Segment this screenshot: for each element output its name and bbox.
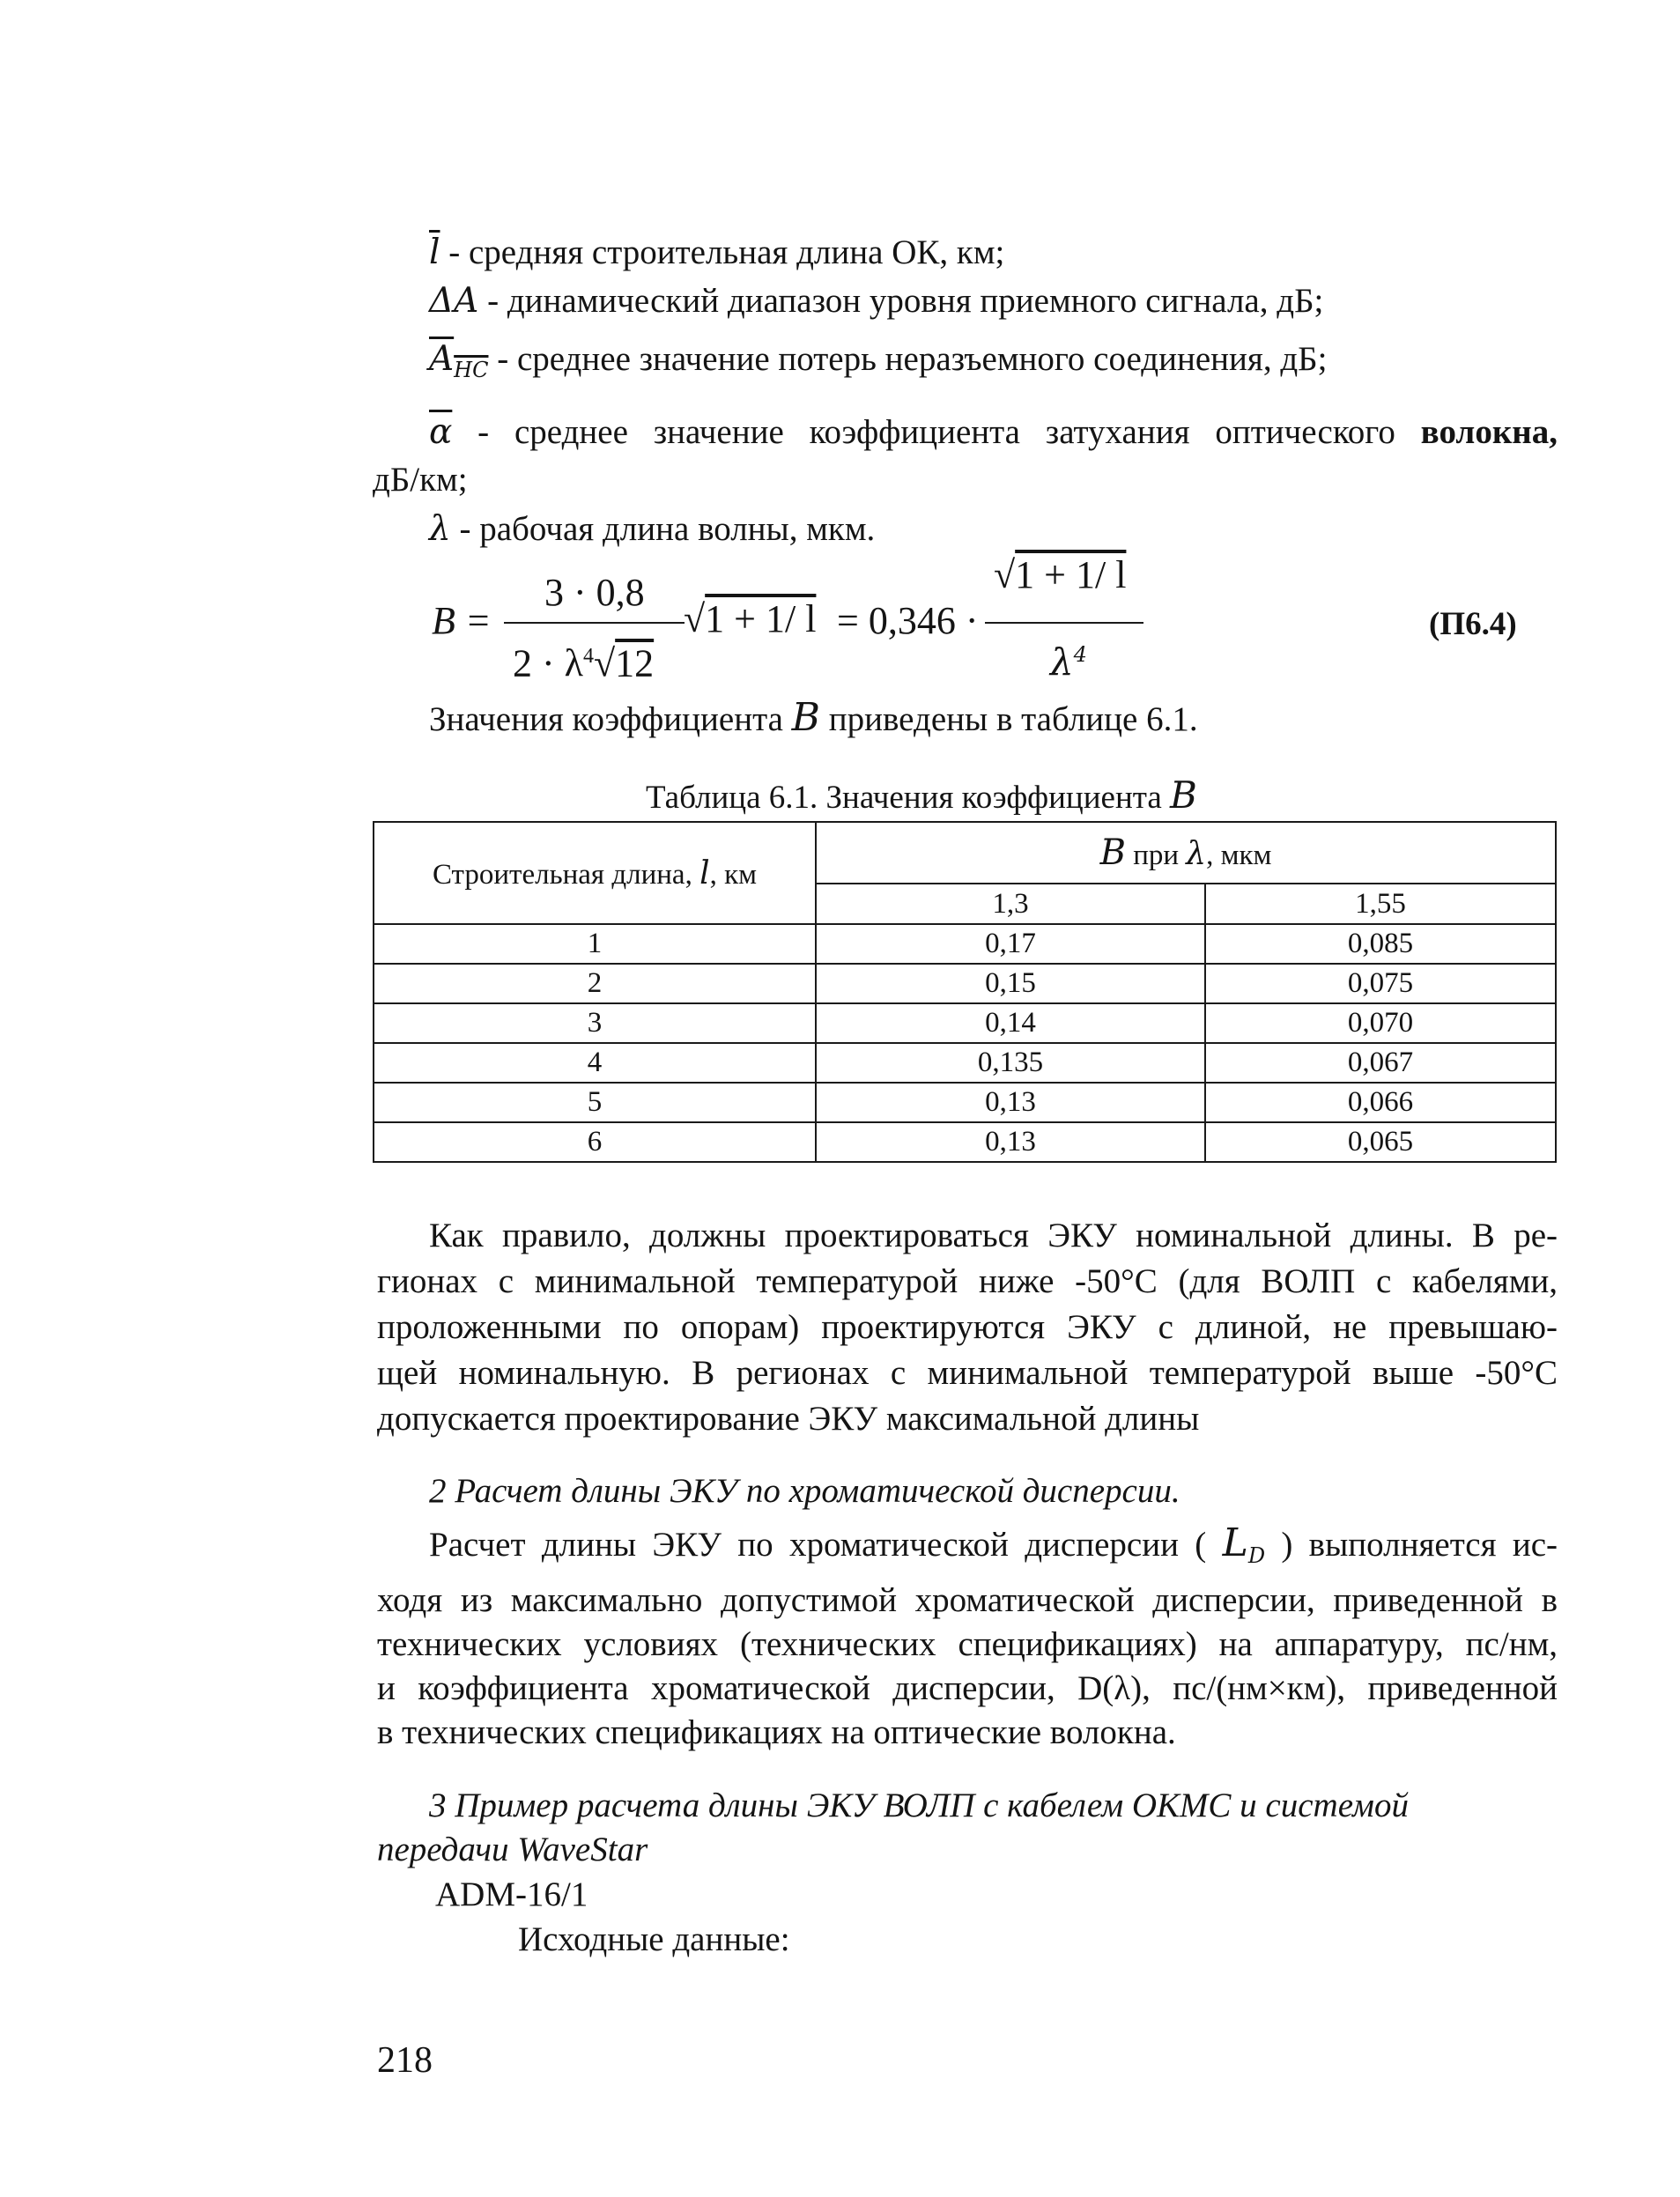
- table-caption: Таблица 6.1. Значения коэффициента B: [646, 773, 1197, 817]
- definition-alpha-line1: $\overline{\alpha}$ - среднее значение коэффициента затухания оптического волокна,: [429, 412, 1558, 452]
- table-subheader-1-55: 1,55: [1205, 884, 1556, 924]
- table-header-b-lambda: B при λ, мкм: [816, 822, 1556, 884]
- formula-equals-coefficient: = 0,346 ·: [837, 599, 979, 642]
- section-2-heading: 2 Расчет длины ЭКУ по хроматической дисперсии.: [429, 1472, 1180, 1510]
- table-intro: Значения коэффициента B приведены в таблице 6.1.: [429, 695, 1198, 740]
- symbol-l-bar: $\overline{l}$: [429, 233, 440, 272]
- paragraph-line: гионах с минимальной температурой ниже -50°С (для ВОЛП с кабелями,: [377, 1262, 1558, 1300]
- formula-middle-root: √1 + 1/ l: [684, 597, 817, 640]
- table-row: [374, 924, 1556, 964]
- table-header-row: [374, 822, 1556, 884]
- symbol-lambda: λ: [429, 509, 451, 549]
- table-cell: 0,066: [1205, 1083, 1556, 1122]
- symbol-a-nc: $A_{HC}$: [429, 339, 489, 382]
- initial-data-label: Исходные данные:: [518, 1920, 790, 1958]
- table-cell: 6: [374, 1122, 816, 1162]
- paragraph-line: щей номинальную. В регионах с минимальной температурой выше -50°С: [377, 1354, 1558, 1392]
- table-cell: 0,13: [816, 1122, 1205, 1162]
- table-cell: 0,15: [816, 964, 1205, 1003]
- formula-label: (П6.4): [1429, 606, 1517, 642]
- sqrt-sign-2: √: [684, 597, 706, 640]
- formula-lhs: B =: [432, 599, 492, 642]
- table-cell: 4: [374, 1043, 816, 1083]
- table-cell: 0,065: [1205, 1122, 1556, 1162]
- definition-anc: [429, 337, 1327, 392]
- paragraph-line: Как правило, должны проектироваться ЭКУ номинальной длины. В ре-: [429, 1217, 1558, 1254]
- paragraph-line: допускается проектирование ЭКУ максимальной длины: [377, 1400, 1200, 1438]
- definition-lambda: [429, 507, 875, 551]
- formula-numerator-1: 3 · 0,8: [544, 571, 645, 614]
- definition-anc-text: - среднее значение потерь неразъемного соединения, дБ;: [488, 340, 1328, 378]
- table-cell: 1: [374, 924, 816, 964]
- table-header-length: Строительная длина, l, км: [374, 822, 816, 924]
- paragraph-line: ходя из максимально допустимой хроматической дисперсии, приведенной в: [377, 1581, 1558, 1619]
- table-cell: 0,14: [816, 1003, 1205, 1043]
- table-row: [374, 1043, 1556, 1083]
- paragraph-line: в технических спецификациях на оптические волокна.: [377, 1713, 1176, 1751]
- table-cell: 0,17: [816, 924, 1205, 964]
- definition-l-text: - средняя строительная длина ОК, км;: [440, 233, 1005, 271]
- table-cell: 2: [374, 964, 816, 1003]
- formula-denominator-2: $\lambda^4$: [1050, 640, 1087, 684]
- table-subheader-1-3: 1,3: [816, 884, 1205, 924]
- table-row: [374, 1003, 1556, 1043]
- paragraph-line: и коэффициента хроматической дисперсии, D(λ), пс/(нм×км), приведенной: [377, 1669, 1558, 1707]
- section-3-heading-line3: ADM-16/1: [435, 1875, 588, 1913]
- table-cell: 0,13: [816, 1083, 1205, 1122]
- symbol-delta-a: ΔA: [429, 281, 479, 321]
- table-cell: 0,067: [1205, 1043, 1556, 1083]
- page-number: 218: [377, 2040, 433, 2081]
- coefficient-table: [373, 821, 1557, 1163]
- table-cell: 3: [374, 1003, 816, 1043]
- table-cell: 0,085: [1205, 924, 1556, 964]
- table-cell: 0,070: [1205, 1003, 1556, 1043]
- definition-alpha-bold: волокна,: [1420, 413, 1558, 451]
- section-3-heading-line1: 3 Пример расчета длины ЭКУ ВОЛП с кабелем ОКМС и системой: [429, 1786, 1409, 1824]
- formula-fraction-bar-2: [985, 622, 1143, 624]
- definition-alpha-line2: дБ/км;: [373, 461, 468, 499]
- paragraph-line: Расчет длины ЭКУ по хроматической дисперсии ( $L_D$ ) выполняется ис-: [429, 1520, 1558, 1568]
- definition-l: [429, 231, 1004, 275]
- definition-lambda-text: - рабочая длина волны, мкм.: [450, 510, 876, 548]
- definition-delta-a-text: - динамический диапазон уровня приемного сигнала, дБ;: [478, 282, 1324, 320]
- table-cell: 5: [374, 1083, 816, 1122]
- table-row: [374, 1083, 1556, 1122]
- table-cell: 0,135: [816, 1043, 1205, 1083]
- symbol-alpha: $\overline{\alpha}$: [429, 412, 453, 452]
- section-3-heading-line2: передачи WaveStar: [377, 1831, 648, 1868]
- sqrt-sign-3: √: [994, 553, 1016, 596]
- paragraph-line: технических условиях (технических спецификациях) на аппаратуру, пс/нм,: [377, 1625, 1558, 1663]
- formula-fraction-bar-1: [504, 622, 685, 624]
- formula-denominator-1: $2 \cdot \lambda^4√12$: [513, 641, 655, 685]
- table-cell: 0,075: [1205, 964, 1556, 1003]
- sqrt-sign-1: √: [594, 641, 616, 685]
- table-row: [374, 964, 1556, 1003]
- paragraph-line: проложенными по опорам) проектируются ЭКУ с длиной, не превышаю-: [377, 1308, 1558, 1346]
- formula-numerator-2: √1 + 1/ l: [994, 553, 1127, 596]
- definition-delta-a: [429, 279, 1323, 323]
- table-row: [374, 1122, 1556, 1162]
